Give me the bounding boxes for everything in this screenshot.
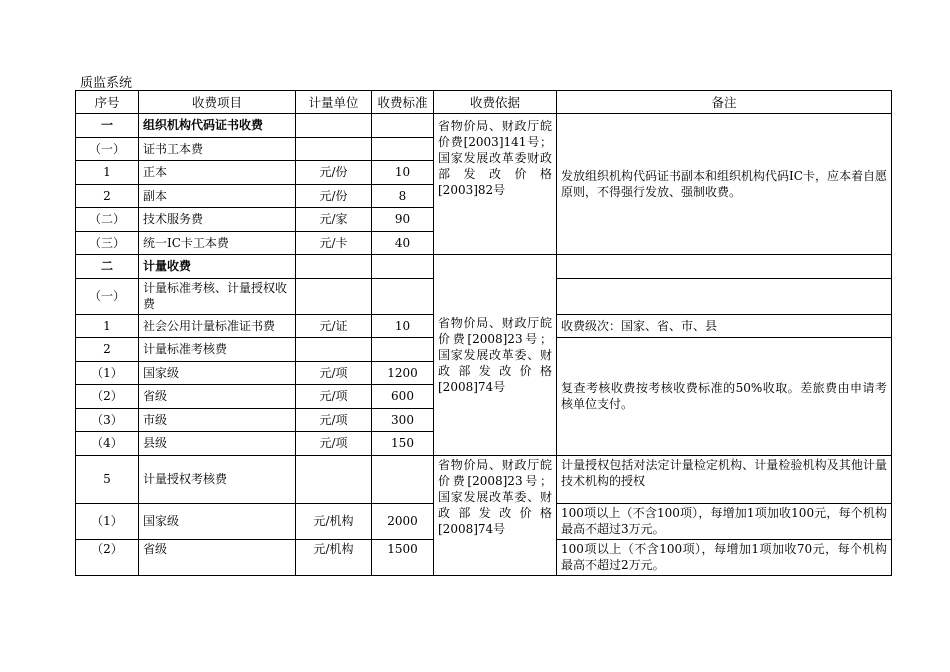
row-unit: 元/证: [296, 314, 372, 338]
row-no: （一）: [76, 278, 139, 314]
row-no: （1）: [76, 503, 139, 539]
row-item: 副本: [139, 184, 296, 208]
row-unit: 元/机构: [296, 503, 372, 539]
row-unit: [296, 338, 372, 362]
row-note: 发放组织机构代码证书副本和组织机构代码IC卡，应本着自愿原则，不得强行发放、强制收费。: [557, 114, 892, 255]
header-basis: 收费依据: [434, 91, 557, 114]
row-standard: [372, 455, 434, 503]
row-standard: 150: [372, 432, 434, 456]
header-note: 备注: [557, 91, 892, 114]
row-standard: 8: [372, 184, 434, 208]
row-unit: [296, 114, 372, 138]
row-item: 证书工本费: [139, 137, 296, 161]
page-title: 质监系统: [80, 76, 133, 91]
row-unit: 元/份: [296, 161, 372, 185]
row-unit: 元/卡: [296, 231, 372, 255]
fee-table: [75, 90, 892, 576]
row-note: 收费级次：国家、省、市、县: [557, 314, 892, 338]
row-no: 一: [76, 114, 139, 138]
row-no: （3）: [76, 408, 139, 432]
row-unit: [296, 255, 372, 279]
row-item: 计量授权考核费: [139, 455, 296, 503]
row-no: （三）: [76, 231, 139, 255]
row-no: 5: [76, 455, 139, 503]
row-no: 二: [76, 255, 139, 279]
row-standard: [372, 137, 434, 161]
row-no: 1: [76, 161, 139, 185]
row-standard: 600: [372, 385, 434, 409]
table-row: [76, 114, 892, 138]
row-standard: [372, 114, 434, 138]
row-unit: 元/家: [296, 208, 372, 232]
row-unit: [296, 137, 372, 161]
row-no: （4）: [76, 432, 139, 456]
row-standard: [372, 255, 434, 279]
row-standard: 90: [372, 208, 434, 232]
row-standard: 2000: [372, 503, 434, 539]
row-item: 省级: [139, 385, 296, 409]
row-no: （二）: [76, 208, 139, 232]
row-note: 100项以上（不含100项），每增加1项加收70元，每个机构最高不超过2万元。: [557, 539, 892, 575]
row-basis: 省物价局、财政厅皖价费[2008]23号；国家发展改革委、财政部发改价格[2008]74号: [434, 455, 557, 575]
table-row: [76, 455, 892, 503]
row-item: 市级: [139, 408, 296, 432]
row-note: [557, 278, 892, 314]
row-note: 复查考核收费按考核收费标准的50%收取。差旅费由申请考核单位支付。: [557, 338, 892, 456]
row-item: 国家级: [139, 361, 296, 385]
header-row: [76, 91, 892, 114]
row-unit: [296, 278, 372, 314]
row-item: 省级: [139, 539, 296, 575]
row-standard: [372, 338, 434, 362]
row-standard: 1200: [372, 361, 434, 385]
row-basis: 省物价局、财政厅皖价费[2003]141号；国家发展改革委财政部发改价格[2003]82号: [434, 114, 557, 255]
row-unit: [296, 455, 372, 503]
row-item: 正本: [139, 161, 296, 185]
row-item: 技术服务费: [139, 208, 296, 232]
row-item: 国家级: [139, 503, 296, 539]
header-no: 序号: [76, 91, 139, 114]
row-no: 2: [76, 184, 139, 208]
row-item: 社会公用计量标准证书费: [139, 314, 296, 338]
row-note: 计量授权包括对法定计量检定机构、计量检验机构及其他计量技术机构的授权: [557, 455, 892, 503]
header-standard: 收费标准: [372, 91, 434, 114]
row-item: 统一IC卡工本费: [139, 231, 296, 255]
row-unit: 元/机构: [296, 539, 372, 575]
row-basis: 省物价局、财政厅皖价费[2008]23号；国家发展改革委、财政部发改价格[2008]74号: [434, 255, 557, 456]
row-item: 县级: [139, 432, 296, 456]
table-row: [76, 255, 892, 279]
row-standard: 10: [372, 314, 434, 338]
row-standard: [372, 278, 434, 314]
row-no: （1）: [76, 361, 139, 385]
row-standard: 40: [372, 231, 434, 255]
row-no: （2）: [76, 539, 139, 575]
row-item: 计量标准考核、计量授权收费: [139, 278, 296, 314]
row-item: 组织机构代码证书收费: [139, 114, 296, 138]
row-standard: 10: [372, 161, 434, 185]
row-standard: 1500: [372, 539, 434, 575]
row-item: 计量标准考核费: [139, 338, 296, 362]
row-unit: 元/项: [296, 432, 372, 456]
row-item: 计量收费: [139, 255, 296, 279]
header-unit: 计量单位: [296, 91, 372, 114]
header-item: 收费项目: [139, 91, 296, 114]
row-unit: 元/项: [296, 408, 372, 432]
row-no: 1: [76, 314, 139, 338]
row-unit: 元/份: [296, 184, 372, 208]
row-note: 100项以上（不含100项），每增加1项加收100元，每个机构最高不超过3万元。: [557, 503, 892, 539]
row-unit: 元/项: [296, 385, 372, 409]
row-no: （2）: [76, 385, 139, 409]
row-unit: 元/项: [296, 361, 372, 385]
row-note: [557, 255, 892, 279]
row-no: （一）: [76, 137, 139, 161]
row-no: 2: [76, 338, 139, 362]
row-standard: 300: [372, 408, 434, 432]
